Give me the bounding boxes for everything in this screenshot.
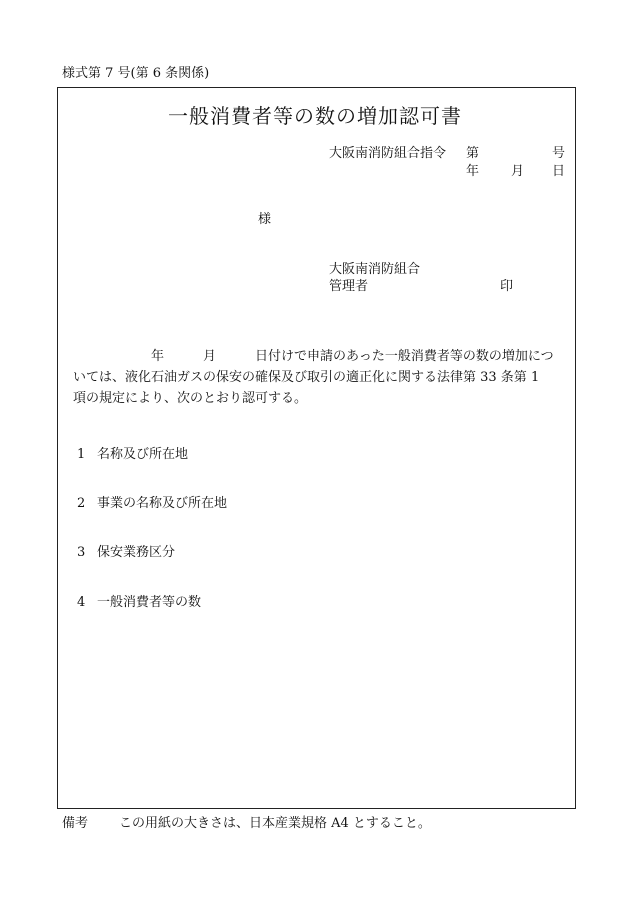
addressee-suffix: 様	[258, 212, 272, 227]
number-prefix: 第	[466, 146, 480, 161]
body-line-2: いては、液化石油ガスの保安の確保及び取引の適正化に関する法律第 33 条第 1	[73, 370, 540, 385]
date-month: 月	[511, 164, 525, 179]
body-paragraph	[73, 346, 565, 409]
item-1-label: 名称及び所在地	[97, 447, 189, 462]
item-3-number: 3	[77, 545, 86, 560]
document-title: 一般消費者等の数の増加認可書	[168, 104, 462, 128]
body-line-3: 項の規定により、次のとおり認可する。	[73, 391, 308, 406]
sender-organization: 大阪南消防組合	[329, 262, 421, 277]
note-text: この用紙の大きさは、日本産業規格 A4 とすること。	[119, 816, 431, 831]
form-number-label: 様式第 7 号(第 6 条関係)	[62, 66, 210, 81]
item-3-label: 保安業務区分	[97, 545, 176, 560]
item-2-label: 事業の名称及び所在地	[97, 496, 228, 511]
item-1-number: 1	[77, 447, 86, 462]
date-year: 年	[466, 164, 480, 179]
issuer-line: 大阪南消防組合指令	[329, 146, 447, 161]
number-suffix: 号	[552, 146, 566, 161]
body-line-1: 年 月 日付けで申請のあった一般消費者等の数の増加につ	[73, 349, 554, 364]
seal-mark: 印	[500, 279, 514, 294]
note-label: 備考	[62, 816, 89, 831]
item-2-number: 2	[77, 496, 86, 511]
item-4-label: 一般消費者等の数	[97, 595, 202, 610]
date-day: 日	[552, 164, 566, 179]
sender-title: 管理者	[329, 279, 369, 294]
item-4-number: 4	[77, 595, 86, 610]
